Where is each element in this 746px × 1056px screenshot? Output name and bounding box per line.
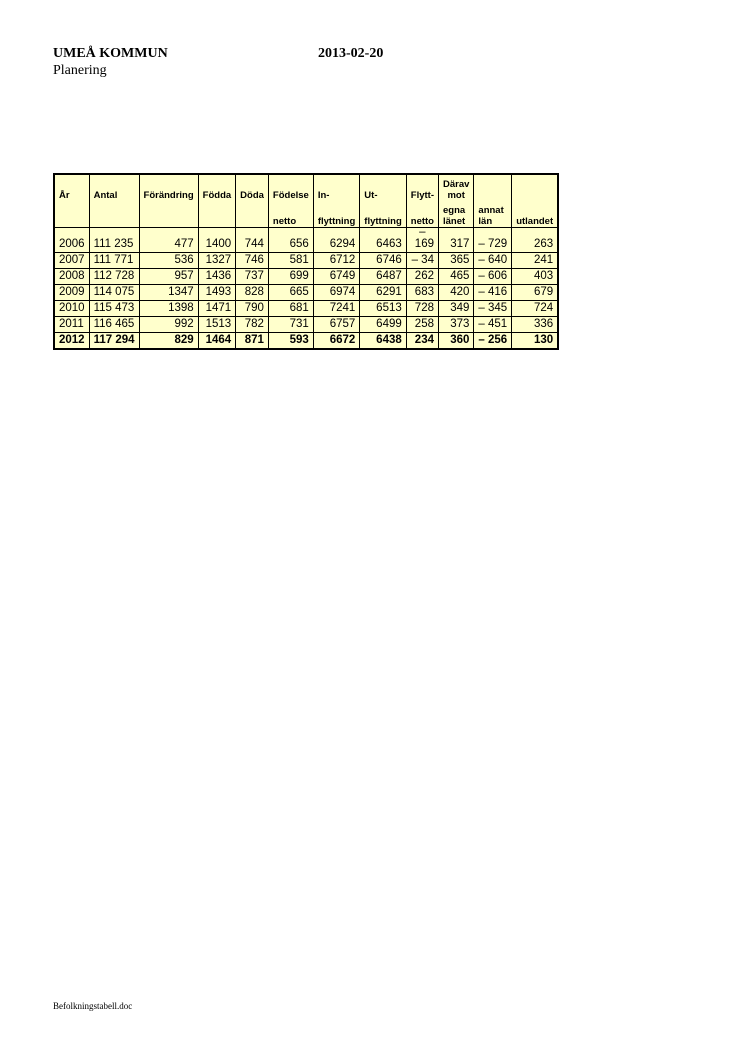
footer-filename: Befolkningstabell.doc: [53, 1001, 133, 1011]
header-ar: År: [54, 174, 89, 201]
table-header-row-1: [54, 174, 558, 201]
header-ut: Ut-: [360, 174, 406, 201]
cell-utflyttning: 6463: [360, 228, 406, 253]
organization-name: UMEÅ KOMMUN: [53, 46, 168, 61]
cell-doda: 828: [236, 285, 269, 301]
cell-year: 2009: [54, 285, 89, 301]
table-row: [54, 317, 558, 333]
cell-year: 2010: [54, 301, 89, 317]
cell-utlandet: 403: [512, 269, 558, 285]
cell-doda: 871: [236, 333, 269, 350]
cell-doda: 782: [236, 317, 269, 333]
table-row: [54, 253, 558, 269]
header-flytt-netto: netto: [406, 201, 438, 228]
cell-egna-lanet: 360: [438, 333, 473, 350]
cell-inflyttning: 6294: [313, 228, 359, 253]
cell-year: 2012: [54, 333, 89, 350]
cell-forandring: 536: [139, 253, 198, 269]
cell-utflyttning: 6746: [360, 253, 406, 269]
cell-year: 2008: [54, 269, 89, 285]
cell-fodelsenetto: 731: [268, 317, 313, 333]
header-egna-lanet: [438, 201, 473, 228]
header-utflyttning: flyttning: [360, 201, 406, 228]
cell-year: 2007: [54, 253, 89, 269]
document-date: 2013-02-20: [318, 46, 384, 61]
cell-annat-lan: – 256: [474, 333, 512, 350]
header-fodelse-netto: netto: [268, 201, 313, 228]
header-flytt: Flytt-: [406, 174, 438, 201]
population-table: [53, 173, 559, 350]
cell-utlandet: 336: [512, 317, 558, 333]
cell-year: 2006: [54, 228, 89, 253]
cell-forandring: 1347: [139, 285, 198, 301]
cell-annat-lan: – 606: [474, 269, 512, 285]
cell-fodelsenetto: 581: [268, 253, 313, 269]
header-blank-utlandet: [512, 174, 558, 201]
cell-flyttnetto-value: 169: [414, 238, 434, 250]
header2-blank-ar: [54, 201, 89, 228]
cell-fodda: 1464: [198, 333, 236, 350]
department-name: Planering: [53, 63, 107, 78]
cell-antal: 114 075: [89, 285, 139, 301]
cell-egna-lanet: 365: [438, 253, 473, 269]
cell-forandring: 957: [139, 269, 198, 285]
cell-egna-lanet: 317: [438, 228, 473, 253]
cell-annat-lan: – 345: [474, 301, 512, 317]
cell-forandring: 829: [139, 333, 198, 350]
table-row: [54, 333, 558, 350]
header-inflyttning: flyttning: [313, 201, 359, 228]
cell-fodda: 1493: [198, 285, 236, 301]
cell-forandring: 1398: [139, 301, 198, 317]
cell-egna-lanet: 373: [438, 317, 473, 333]
cell-annat-lan: – 640: [474, 253, 512, 269]
cell-year: 2011: [54, 317, 89, 333]
cell-fodda: 1327: [198, 253, 236, 269]
cell-utlandet: 130: [512, 333, 558, 350]
cell-utlandet: 263: [512, 228, 558, 253]
cell-annat-lan: – 451: [474, 317, 512, 333]
cell-antal: 111 235: [89, 228, 139, 253]
header-darav: Därav: [442, 179, 470, 190]
cell-utflyttning: 6487: [360, 269, 406, 285]
table-row: [54, 301, 558, 317]
header-fodelse: Födelse: [268, 174, 313, 201]
cell-flyttnetto: 234: [406, 333, 438, 350]
cell-utflyttning: 6291: [360, 285, 406, 301]
header-mot: mot: [447, 190, 465, 201]
header2-blank-antal: [89, 201, 139, 228]
cell-inflyttning: 6974: [313, 285, 359, 301]
cell-doda: 737: [236, 269, 269, 285]
cell-fodda: 1400: [198, 228, 236, 253]
cell-inflyttning: 6712: [313, 253, 359, 269]
cell-fodelsenetto: 699: [268, 269, 313, 285]
cell-inflyttning: 6757: [313, 317, 359, 333]
cell-egna-lanet: 420: [438, 285, 473, 301]
header2-blank-doda: [236, 201, 269, 228]
cell-doda: 746: [236, 253, 269, 269]
table-row: [54, 269, 558, 285]
header-forandring: Förändring: [139, 174, 198, 201]
cell-fodda: 1513: [198, 317, 236, 333]
cell-forandring: 992: [139, 317, 198, 333]
header-lanet: länet: [442, 216, 466, 227]
table-row: [54, 228, 558, 253]
cell-antal: 115 473: [89, 301, 139, 317]
header-annat-lan: [474, 201, 512, 228]
header-annat: annat: [478, 205, 504, 216]
cell-antal: 116 465: [89, 317, 139, 333]
cell-flyttnetto: 262: [406, 269, 438, 285]
cell-fodda: 1436: [198, 269, 236, 285]
cell-fodda: 1471: [198, 301, 236, 317]
cell-flyttnetto: – 34: [406, 253, 438, 269]
header-lan: län: [478, 216, 493, 227]
table-row: [54, 285, 558, 301]
cell-doda: 790: [236, 301, 269, 317]
header-fodda: Födda: [198, 174, 236, 201]
cell-antal: 111 771: [89, 253, 139, 269]
header2-blank-forandring: [139, 201, 198, 228]
cell-forandring: 477: [139, 228, 198, 253]
cell-flyttnetto: 728: [406, 301, 438, 317]
cell-fodelsenetto: 665: [268, 285, 313, 301]
header-blank-annat: [474, 174, 512, 201]
table-header-row-2: [54, 201, 558, 228]
table-body: [54, 228, 558, 350]
header-in: In-: [313, 174, 359, 201]
cell-utflyttning: 6438: [360, 333, 406, 350]
cell-egna-lanet: 465: [438, 269, 473, 285]
cell-utlandet: 679: [512, 285, 558, 301]
cell-utlandet: 724: [512, 301, 558, 317]
cell-utlandet: 241: [512, 253, 558, 269]
cell-annat-lan: – 729: [474, 228, 512, 253]
cell-fodelsenetto: 681: [268, 301, 313, 317]
cell-fodelsenetto: 593: [268, 333, 313, 350]
header-antal: Antal: [89, 174, 139, 201]
cell-inflyttning: 6672: [313, 333, 359, 350]
cell-flyttnetto: 683: [406, 285, 438, 301]
cell-egna-lanet: 349: [438, 301, 473, 317]
cell-inflyttning: 7241: [313, 301, 359, 317]
header-egna: egna: [442, 205, 466, 216]
cell-antal: 117 294: [89, 333, 139, 350]
cell-antal: 112 728: [89, 269, 139, 285]
cell-doda: 744: [236, 228, 269, 253]
cell-flyttnetto: [406, 228, 438, 253]
cell-annat-lan: – 416: [474, 285, 512, 301]
cell-utflyttning: 6499: [360, 317, 406, 333]
cell-utflyttning: 6513: [360, 301, 406, 317]
header-doda: Döda: [236, 174, 269, 201]
cell-flyttnetto: 258: [406, 317, 438, 333]
cell-inflyttning: 6749: [313, 269, 359, 285]
cell-fodelsenetto: 656: [268, 228, 313, 253]
header-utlandet: utlandet: [512, 201, 558, 228]
cell-flyttnetto-sign: –: [419, 226, 426, 238]
header-darav-mot: [438, 174, 473, 201]
header2-blank-fodda: [198, 201, 236, 228]
